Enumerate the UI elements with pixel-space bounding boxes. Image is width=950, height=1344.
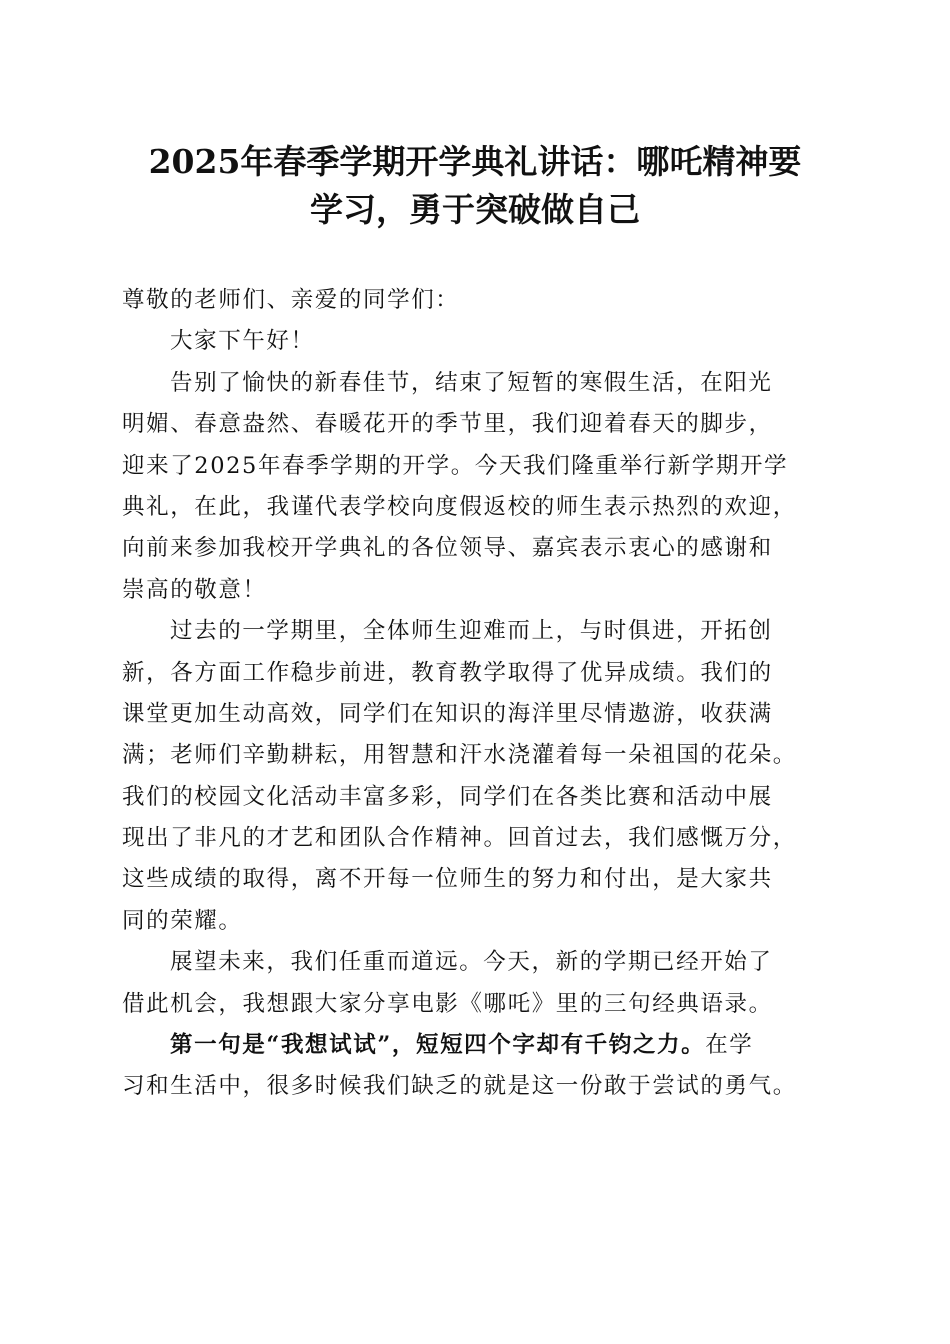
paragraph-3	[122, 944, 842, 1022]
document-body	[122, 282, 842, 1105]
paragraph-line: 新，各方面工作稳步前进，教育教学取得了优异成绩。我们的	[122, 659, 773, 686]
paragraph-line: 崇高的敬意！	[122, 576, 267, 603]
paragraph-4	[122, 1027, 842, 1105]
paragraph-line: 迎来了2025年春季学期的开学。今天我们隆重举行新学期开学	[122, 452, 789, 479]
paragraph-line: 明媚、春意盎然、春暖花开的季节里，我们迎着春天的脚步，	[122, 411, 773, 438]
paragraph-line: 同的荣耀。	[122, 907, 243, 934]
paragraph-line: 满；老师们辛勤耕耘，用智慧和汗水浇灌着每一朵祖国的花朵。	[122, 742, 797, 769]
bold-lead-sentence: 第一句是“我想试试”，短短四个字却有千钧之力。	[170, 1032, 706, 1059]
paragraph-line: 课堂更加生动高效，同学们在知识的海洋里尽情遨游，收获满	[122, 700, 773, 727]
salutation: 尊敬的老师们、亲爱的同学们：	[122, 287, 460, 313]
greeting: 大家下午好！	[170, 328, 315, 355]
paragraph-2	[122, 613, 842, 939]
document-title	[100, 138, 850, 234]
title-line-2: 学习，勇于突破做自己	[310, 190, 640, 229]
title-line-1: 2025年春季学期开学典礼讲话：哪吒精神要	[148, 142, 802, 181]
paragraph-line-rest: 在学	[705, 1032, 754, 1059]
paragraph-line: 告别了愉快的新春佳节，结束了短暂的寒假生活，在阳光	[170, 369, 773, 396]
paragraph-line: 我们的校园文化活动丰富多彩，同学们在各类比赛和活动中展	[122, 783, 773, 810]
paragraph-line-with-bold-lead	[122, 1027, 842, 1063]
paragraph-line: 向前来参加我校开学典礼的各位领导、嘉宾表示衷心的感谢和	[122, 535, 773, 562]
paragraph-line: 现出了非凡的才艺和团队合作精神。回首过去，我们感慨万分，	[122, 825, 797, 852]
paragraph-1	[122, 365, 842, 608]
paragraph-line: 习和生活中，很多时候我们缺乏的就是这一份敢于尝试的勇气。	[122, 1073, 797, 1100]
paragraph-line: 借此机会，我想跟大家分享电影《哪吒》里的三句经典语录。	[122, 990, 773, 1017]
paragraph-line: 展望未来，我们任重而道远。今天，新的学期已经开始了	[170, 949, 773, 976]
paragraph-line: 过去的一学期里，全体师生迎难而上，与时俱进，开拓创	[170, 618, 773, 645]
paragraph-line: 这些成绩的取得，离不开每一位师生的努力和付出，是大家共	[122, 866, 773, 893]
paragraph-line: 典礼，在此，我谨代表学校向度假返校的师生表示热烈的欢迎，	[122, 493, 797, 520]
